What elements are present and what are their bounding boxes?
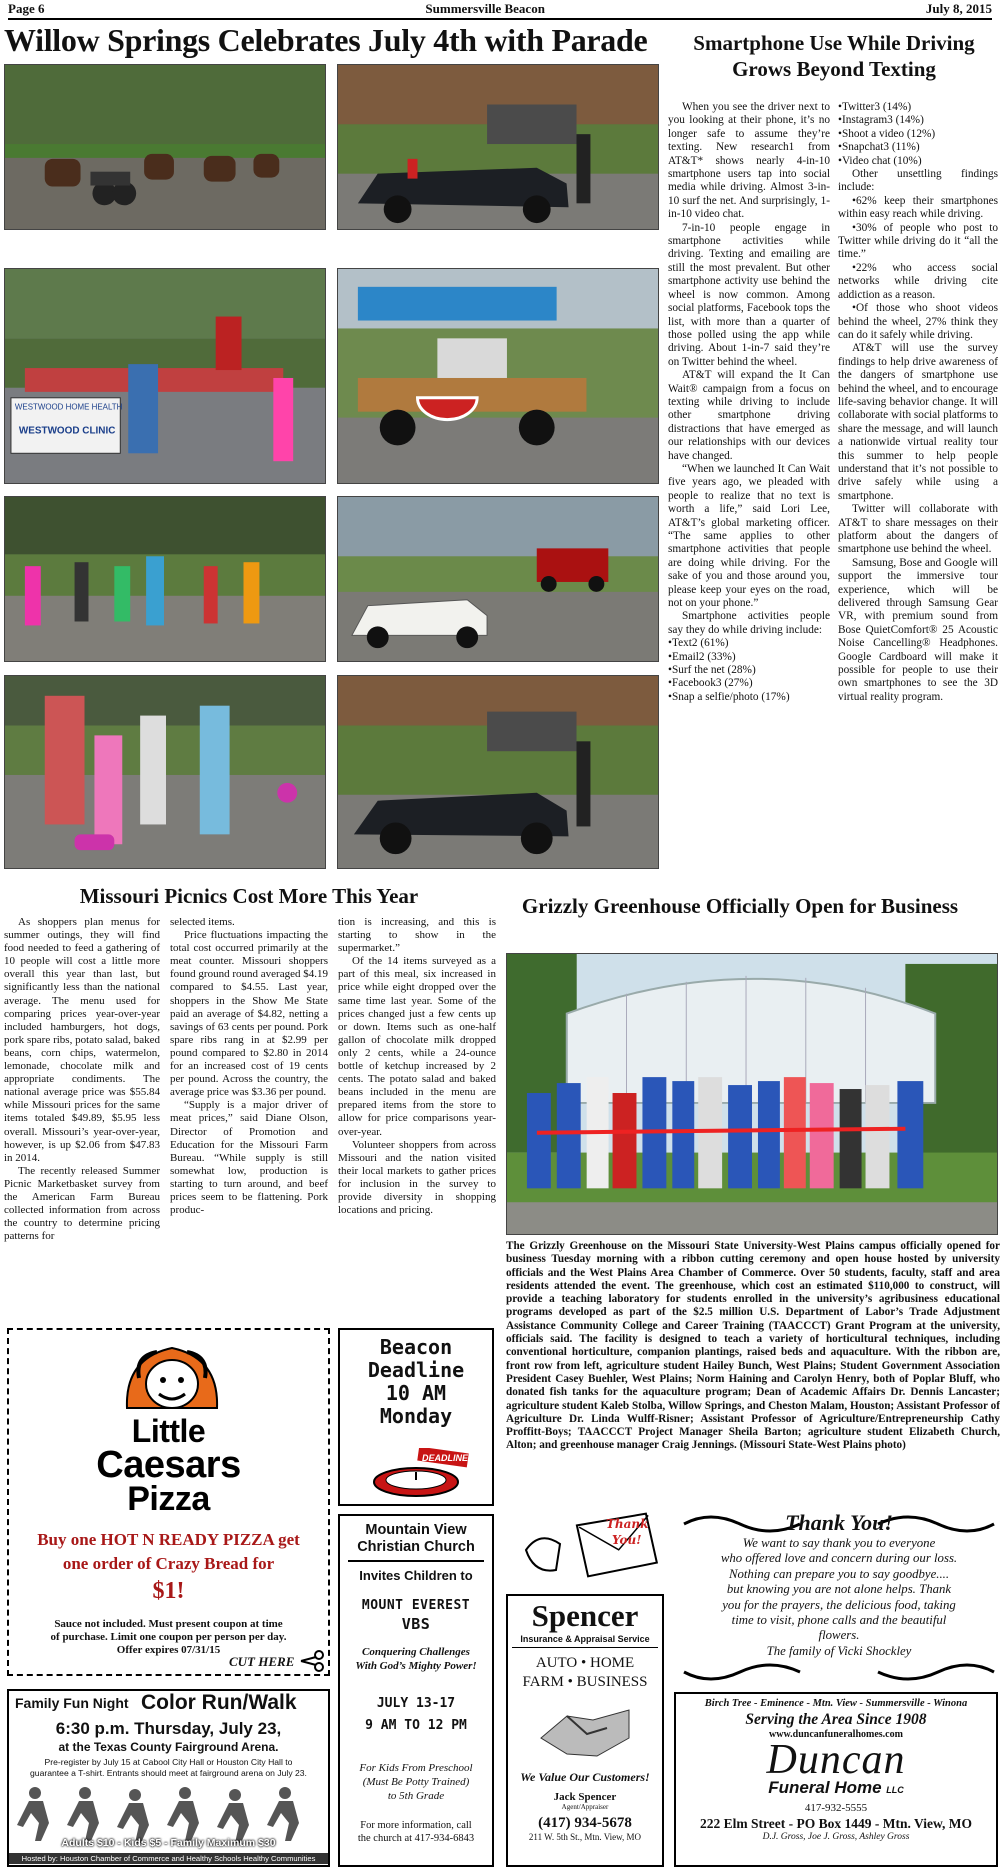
color-run-title-1: Family Fun Night [15,1695,129,1711]
masthead [8,0,992,20]
fine-print-1: Sauce not included. Must present coupon at time [54,1618,283,1630]
paragraph: “When we launched It Can Wait five years ago, we pleaded with people to realize that no text is worth a life,” said Lori Lee, AT&T’s global marketing officer. “The same applies to other smartphone activities that people are doing while driving. For the sake of you and those around you, please keep your eyes on the road, not on your phone.” [668,462,830,610]
church-info-2: the church at 417-934-6843 [357,1833,475,1844]
list-item: •Surf the net (28%) [668,664,756,677]
church-info-1: For more information, call [360,1820,472,1831]
thank-you-line: you for the prayers, the delicious food, taking [722,1597,956,1612]
page-number: Page 6 [8,1,45,16]
deadline-line-3: 10 AM [385,1381,447,1405]
fine-print-2: of purchase. Limit one coupon per person per day. [50,1631,287,1643]
thank-you-line: Nothing can prepare you to say goodbye.... [728,1566,950,1581]
paragraph: Samsung, Bose and Google will support the immersive tour experience, which will be delivered through Samsung Gear VR, with premium sound from Bose QuietComfort® 25 Acoustic Noise Cancelling® Headphones. Google Cardboard will make it possible for people to use their own smartphones to see the 3D virtual reality program. [838,556,998,703]
offer-price: $1! [152,1578,185,1604]
color-run-place: at the Texas County Fairground Arena. [58,1740,279,1754]
duncan-llc: LLC [886,1785,904,1795]
scroll-ornament-bottom-icon [680,1660,998,1686]
spencer-agent: Jack Spencer [553,1791,617,1803]
picnic-col2 [170,916,328,1217]
vbs-hours: 9 AM TO 12 PM [365,1718,467,1733]
vbs-kids-1: For Kids From Preschool [359,1762,473,1774]
envelope-icon [520,1510,670,1590]
list-item: •Instagram3 (14%) [838,114,924,127]
spencer-line-2: FARM • BUSINESS [522,1674,648,1690]
list-item: •Text2 (61%) [668,637,729,650]
deadline-stamp: DEADLINE [422,1453,469,1463]
paragraph: The recently released Summer Picnic Marketbasket survey from the American Farm Bureau collected information from across the country to determine pricing patterns for [4,1164,160,1243]
paragraph: 7-in-10 people engage in smartphone activities while driving. Texting and emailing are still the most prevalent. But other smartphone activity use behind the wheel is now common. Among social platforms, Facebook tops the list, with more than a quarter of those polled using the app while driving. About 1-in-7 said they’re on Twitter behind the wheel. [668,221,830,368]
brand-caesars: Caesars [96,1444,241,1486]
parade-photo-clinic-banner [4,268,326,484]
color-run-time: 6:30 p.m. Thursday, July 23, [55,1719,282,1738]
paragraph: tion is increasing, and this is starting to show in the supermarket.” [338,916,496,955]
duncan-phone: 417-932-5555 [804,1802,868,1814]
color-run-ad [7,1689,330,1867]
offer-expires: Offer expires 07/31/15 [116,1644,221,1656]
thank-you-graphic [520,1510,670,1590]
duncan-web: www.duncanfuneralhomes.com [769,1729,903,1740]
paper-name: Summersville Beacon [425,1,545,16]
paragraph: Volunteer shoppers from across Missouri and the nation visited their local markets to gather prices for inclusion in the survey to provide diversity in shopping locations and pricing. [338,1138,496,1217]
thank-you-line: who offered love and concern during our loss. [720,1551,958,1566]
parade-photo-dog [4,675,326,869]
list-item: •Twitter3 (14%) [838,101,912,113]
paragraph: “Supply is a major driver of meat prices,” said Diane Olson, Director of Promotion and Education for the Missouri Farm Bureau. “While supply is still somewhat low, production is starting to turn around, and beef prices seem to be flattening. Pork produc- [170,1099,328,1217]
paragraph: Twitter will collaborate with AT&T to share messages on their platform about the dangers of smartphone use behind the wheel. [838,503,998,556]
paragraph: •30% of people who post to Twitter while driving do it “all the time.” [838,221,998,261]
deadline-line-2: Deadline [367,1358,465,1382]
spencer-subtitle: Insurance & Appraisal Service [512,1634,658,1648]
list-item: •Video chat (10%) [838,154,922,167]
duncan-name: Duncan [766,1737,906,1783]
thank-you-card [680,1510,998,1686]
paragraph: AT&T will expand the It Can Wait® campaign from a focus on texting while driving to include other smartphone driving distractions that have emerged as our relationships with our devices have changed. [668,369,830,462]
duncan-serving: Serving the Area Since 1908 [745,1711,927,1728]
offer-line-1: Buy one HOT N READY PIZZA get [37,1530,300,1549]
paragraph: Price fluctuations impacting the total cost occurred primarily at the meat counter. Missouri shoppers found ground round averaged $4.19 compared to $4.55. Last year, shoppers in the Show Me State paid an average of $4.82, netting a savings of 63 cents per pound. Pork spare ribs rang in at $2.99 per pound compared to $2.80 in 2014 for an increased cost of 19 cents per pound. Across the country, the average price was $3.36 per pound. [170,929,328,1099]
paragraph: Other unsettling findings include: [838,168,998,194]
spencer-insurance-ad [506,1594,664,1867]
deadline-ad [338,1328,494,1506]
spencer-agent-title: Agent/Appraiser [561,1803,609,1811]
paragraph: Smartphone activities people say they do while driving include: [668,610,830,636]
vbs-kids-3: to 5th Grade [387,1790,445,1802]
list-item: •Snapchat3 (11%) [838,141,920,154]
vbs-dates: JULY 13-17 [376,1696,456,1711]
spencer-address: 211 W. 5th St., Mtn. View, MO [528,1832,642,1842]
spencer-slogan: We Value Our Customers! [520,1770,650,1784]
vbs-title-1: MOUNT EVEREST [361,1598,471,1613]
thank-you-line: but knowing you are not alone helps. Thank [726,1582,952,1597]
church-invites: Invites Children to [359,1568,473,1583]
deadline-line-1: Beacon [379,1335,453,1359]
vbs-tagline-1: Conquering Challenges [362,1646,470,1658]
vbs-title-2: VBS [401,1615,431,1633]
picnic-col3 [338,916,496,1217]
paragraph: Of the 14 items surveyed as a part of this meal, six increased in price while eight dropped over the same time last year. Some of the prices changed just a few cents up or down. Items such as one-half gallon of chocolate milk dropped only 2 cents, while a 24-ounce bottle of ketchup increased by 2 cents. The potato salad and baked beans included in the menu are prepared items from the store to allow for price comparisons year-over-year. [338,955,496,1138]
duncan-subtitle: Funeral Home [768,1778,882,1797]
offer-line-2: one order of Crazy Bread for [62,1554,275,1573]
thank-you-line: flowers. [818,1628,860,1643]
you-text: You! [612,1533,642,1547]
banner-text-home-health: WESTWOOD HOME HEALTH [14,402,123,412]
paragraph: •22% who access social networks while driving cite addiction as a reason. [838,261,998,301]
paragraph: As shoppers plan menus for summer outings, they will find food needed to feed a gathering of 10 people will cost a little more overall this year than last, but significantly less than the national average. The menu used for comparing prices year-over-year included hamburgers, hot dogs, pork spare ribs, potato salad, baked beans, corn chips, watermelon, lemonade, chocolate milk and appropriate condiments. The national average price was $55.84 while Missouri prices for the same items totaled $49.89, $5.95 less overall. Missouri’s year-over-year, however, is up $2.06 from $47.83 in 2014. [4,916,160,1164]
color-run-host: Hosted by: Houston Chamber of Commerce and Healthy Schools Healthy Communities [9,1853,328,1864]
issue-date: July 8, 2015 [925,1,992,16]
paragraph: When you see the driver next to you looking at their phone, it’s no longer safe to assume they’re texting. New research1 from AT&T* shows nearly 4-in-10 smartphone users tap into social media while driving. Almost 3-in-10 surf the net. And surprisingly, 1-in-10 video chat. [668,101,830,221]
vbs-tagline-2: With God’s Mighty Power! [355,1660,477,1672]
smartphone-col1 [668,101,830,704]
church-name-1: Mountain View [365,1522,467,1538]
caesar-logo-icon [117,1338,227,1416]
spencer-line-1: AUTO • HOME [535,1655,635,1671]
scissors-icon [299,1650,325,1672]
church-name-2: Christian Church [357,1539,475,1555]
parade-photo-horses [4,64,326,230]
parade-photo-convertible-2 [337,675,659,869]
greenhouse-headline: Grizzly Greenhouse Officially Open for Business [521,894,959,918]
duncan-funeral-ad [674,1692,998,1867]
duncan-address: 222 Elm Street - PO Box 1449 - Mtn. View, MO [700,1816,972,1831]
list-item: •Snap a selfie/photo (17%) [668,690,790,703]
brand-pizza: Pizza [127,1480,210,1518]
parade-photo-float [337,268,659,484]
paragraph: •62% keep their smartphones within easy reach while driving. [838,194,998,221]
paragraph: selected items. [170,916,235,928]
paragraph: AT&T will use the survey findings to help drive awareness of the dangers of smartphone use behind the wheel, and to encourage life-saving behavior change. It will collaborate with social platforms to share the message, and will launch a nationwide virtual reality tour this summer to help people understand that it’s not possible to drive safely while using a smartphone. [838,342,998,502]
parade-photo-convertible [337,64,659,230]
cut-here-label: CUT HERE [229,1654,295,1669]
color-run-prices: Adults $10 - Kids $5 - Family Maximum $30 [61,1837,276,1849]
list-item: •Email2 (33%) [668,650,736,663]
color-run-pre-1: Pre-register by July 15 at Cabool City Hall or Houston City Hall to [44,1757,293,1767]
spencer-phone: (417) 934-5678 [538,1815,632,1831]
runners-silhouette-icon [15,1783,325,1845]
vbs-kids-2: (Must Be Potty Trained) [362,1776,470,1788]
greenhouse-photo [506,953,998,1235]
thank-text: Thank [606,1517,649,1531]
little-caesars-coupon[interactable] [7,1328,330,1676]
paragraph: •Of those who shoot videos behind the wheel, 27% think they can do it safely while driving. [838,302,998,341]
greenhouse-caption: The Grizzly Greenhouse on the Missouri State University-West Plains campus officially opened for business Tuesday morning with a ribbon cutting ceremony and open house hosted by university officials and the West Plains Area Chamber of Commerce. Over 50 students, faculty, staff and area residents attended the event. The greenhouse, which cost an estimated $110,000 to construct, will provide a teaching laboratory for students enrolled in the university’s agribusiness educational programs developed as part of the $2.5 million U.S. Department of Labor’s Trade Adjustment Assistance Community College and Career Training (TAACCCT) Grant Program at the university, officials said. The facility is designed to teach a variety of horticultural techniques, including conventional horticulture, companion plantings, raised beds and aquaculture. With the ribbon are, front row from left, agriculture student Hailey Bunch, West Plains; Student Government Association President Casey Buehler, West Plains; Norm Haining and Carolyn Henry, both of Poplar Bluff, who donated fish tanks for the aquaculture program; Dean of Academic Affairs Dr. Dennis Lancaster; agriculture student Kaleb Stolba, Willow Springs, and Cheston Malam, Houston; Assistant Professor of Agriculture Dr. Linda Wulff-Risner; Assistant Professor of Agriculture/Entrepreneurship Cathy Proffitt-Boys; TAACCCT Project Manager Sheila Barton; agriculture student Elizabeth Church, Alton; and greenhouse manager Craig Jennings. (Missouri State-West Plains photo) [506,1240,1000,1452]
brand-little: Little [131,1413,206,1449]
stopwatch-icon [366,1448,470,1498]
spencer-name: Spencer [531,1598,639,1633]
thank-you-signature: The family of Vicki Shockley [766,1643,912,1658]
duncan-towns: Birch Tree - Eminence - Mtn. View - Summersville - Winona [704,1698,968,1709]
banner-text-clinic: WESTWOOD CLINIC [18,425,116,437]
color-run-pre-2: guarantee a T-shirt. Entrants should meet at fairground arena on July 23. [30,1768,307,1778]
picnic-col1 [4,916,160,1243]
thank-you-line: We want to say thank you to everyone [742,1536,936,1550]
list-item: •Facebook3 (27%) [668,677,753,690]
picnic-headline: Missouri Picnics Cost More This Year [79,884,419,908]
parade-headline: Willow Springs Celebrates July 4th with Parade [4,22,648,58]
smartphone-headline: Smartphone Use While Driving Grows Beyond Texting [693,31,975,81]
parade-photo-white-car [337,496,659,662]
parade-photo-clowns [4,496,326,662]
handshake-icon [537,1698,633,1764]
color-run-title-2: Color Run/Walk [141,1691,297,1714]
duncan-staff: D.J. Gross, Joe J. Gross, Ashley Gross [762,1832,910,1842]
deadline-line-4: Monday [379,1404,453,1428]
thank-you-title: Thank You! [785,1510,893,1535]
list-item: •Shoot a video (12%) [838,127,936,140]
smartphone-col2 [838,101,998,704]
church-vbs-ad [338,1514,494,1867]
thank-you-line: time to visit, phone calls and the beautiful [731,1613,947,1628]
